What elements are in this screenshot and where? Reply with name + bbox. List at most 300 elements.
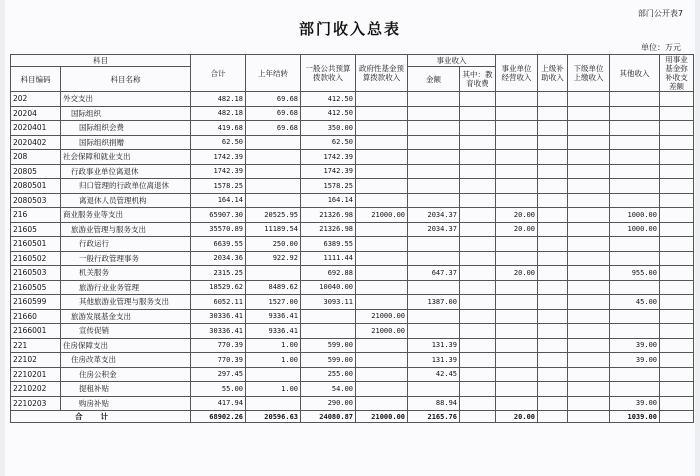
cell-carryover: 1.00 bbox=[246, 382, 301, 397]
cell-code: 22102 bbox=[11, 353, 61, 368]
cell-fund-offset bbox=[660, 106, 694, 121]
cell-carryover bbox=[246, 266, 301, 281]
cell-lower-remit bbox=[568, 324, 610, 339]
cell-general: 1111.44 bbox=[301, 251, 356, 266]
cell-name: 归口管理的行政单位离退休 bbox=[61, 179, 191, 194]
cell-general: 290.00 bbox=[301, 396, 356, 411]
cell-edu-fee bbox=[460, 295, 496, 310]
cell-unit-operating bbox=[496, 280, 538, 295]
cell-unit-operating: 20.00 bbox=[496, 208, 538, 223]
total-label: 合计 bbox=[11, 411, 191, 423]
cell-unit-operating bbox=[496, 338, 538, 353]
cell-carryover bbox=[246, 193, 301, 208]
cell-total: 65907.30 bbox=[191, 208, 246, 223]
header-carryover: 上年结转 bbox=[246, 55, 301, 92]
cell-edu-fee bbox=[460, 135, 496, 150]
cell-gov-fund bbox=[356, 222, 408, 237]
cell-unit-operating bbox=[496, 251, 538, 266]
cell-code: 2166001 bbox=[11, 324, 61, 339]
cell-other: 39.00 bbox=[610, 353, 660, 368]
cell-upper-subsidy bbox=[538, 121, 568, 136]
header-upper-subsidy: 上级补助收入 bbox=[538, 55, 568, 92]
cell-gov-fund bbox=[356, 382, 408, 397]
cell-carryover: 11189.54 bbox=[246, 222, 301, 237]
cell-amount bbox=[408, 193, 460, 208]
cell-edu-fee bbox=[460, 92, 496, 107]
cell-edu-fee bbox=[460, 309, 496, 324]
cell-carryover: 250.00 bbox=[246, 237, 301, 252]
total-gov-fund: 21000.00 bbox=[356, 411, 408, 423]
cell-general: 3093.11 bbox=[301, 295, 356, 310]
cell-upper-subsidy bbox=[538, 324, 568, 339]
cell-fund-offset bbox=[660, 338, 694, 353]
table-row bbox=[11, 309, 694, 324]
total-unit-operating: 20.00 bbox=[496, 411, 538, 423]
cell-gov-fund bbox=[356, 338, 408, 353]
cell-name: 外交支出 bbox=[61, 92, 191, 107]
cell-unit-operating bbox=[496, 106, 538, 121]
cell-total: 419.68 bbox=[191, 121, 246, 136]
cell-other bbox=[610, 324, 660, 339]
cell-edu-fee bbox=[460, 396, 496, 411]
cell-amount: 647.37 bbox=[408, 266, 460, 281]
cell-amount: 88.94 bbox=[408, 396, 460, 411]
cell-other: 1000.00 bbox=[610, 208, 660, 223]
cell-edu-fee bbox=[460, 222, 496, 237]
cell-lower-remit bbox=[568, 150, 610, 165]
cell-code: 21605 bbox=[11, 222, 61, 237]
cell-amount: 2034.37 bbox=[408, 222, 460, 237]
cell-general: 692.88 bbox=[301, 266, 356, 281]
cell-fund-offset bbox=[660, 237, 694, 252]
cell-general: 62.50 bbox=[301, 135, 356, 150]
cell-lower-remit bbox=[568, 266, 610, 281]
header-gov-fund: 政府性基金预算拨款收入 bbox=[356, 55, 408, 92]
cell-name: 旅游发展基金支出 bbox=[61, 309, 191, 324]
cell-total: 1742.39 bbox=[191, 150, 246, 165]
cell-fund-offset bbox=[660, 222, 694, 237]
cell-unit-operating bbox=[496, 367, 538, 382]
cell-carryover bbox=[246, 179, 301, 194]
cell-code: 20805 bbox=[11, 164, 61, 179]
table-row bbox=[11, 382, 694, 397]
cell-code: 2020402 bbox=[11, 135, 61, 150]
page-title: 部门收入总表 bbox=[298, 20, 401, 38]
cell-gov-fund bbox=[356, 353, 408, 368]
total-edu-fee bbox=[460, 411, 496, 423]
table-row bbox=[11, 92, 694, 107]
cell-lower-remit bbox=[568, 208, 610, 223]
cell-fund-offset bbox=[660, 92, 694, 107]
total-general: 24080.87 bbox=[301, 411, 356, 423]
cell-fund-offset bbox=[660, 280, 694, 295]
cell-fund-offset bbox=[660, 266, 694, 281]
cell-other bbox=[610, 309, 660, 324]
cell-edu-fee bbox=[460, 164, 496, 179]
cell-name: 离退休人员管理机构 bbox=[61, 193, 191, 208]
total-row bbox=[11, 411, 694, 423]
cell-code: 216 bbox=[11, 208, 61, 223]
cell-code: 2080501 bbox=[11, 179, 61, 194]
cell-fund-offset bbox=[660, 208, 694, 223]
cell-other: 1000.00 bbox=[610, 222, 660, 237]
total-carryover: 20596.63 bbox=[246, 411, 301, 423]
header-lower-remit: 下级单位上缴收入 bbox=[568, 55, 610, 92]
cell-fund-offset bbox=[660, 324, 694, 339]
cell-other bbox=[610, 193, 660, 208]
cell-gov-fund: 21000.00 bbox=[356, 324, 408, 339]
cell-upper-subsidy bbox=[538, 193, 568, 208]
cell-total: 770.39 bbox=[191, 353, 246, 368]
cell-unit-operating bbox=[496, 92, 538, 107]
cell-gov-fund bbox=[356, 135, 408, 150]
cell-code: 202 bbox=[11, 92, 61, 107]
cell-total: 55.00 bbox=[191, 382, 246, 397]
cell-name: 住房保障支出 bbox=[61, 338, 191, 353]
header-amount: 金额 bbox=[408, 67, 460, 92]
income-table bbox=[10, 54, 694, 423]
cell-fund-offset bbox=[660, 396, 694, 411]
cell-lower-remit bbox=[568, 396, 610, 411]
cell-carryover: 9336.41 bbox=[246, 309, 301, 324]
cell-amount: 131.39 bbox=[408, 353, 460, 368]
cell-general: 1742.39 bbox=[301, 164, 356, 179]
cell-carryover bbox=[246, 150, 301, 165]
header-subject-code: 科目编码 bbox=[11, 67, 61, 92]
cell-total: 770.39 bbox=[191, 338, 246, 353]
cell-total: 164.14 bbox=[191, 193, 246, 208]
cell-lower-remit bbox=[568, 295, 610, 310]
cell-name: 住房改革支出 bbox=[61, 353, 191, 368]
header-subject: 科目 bbox=[11, 55, 191, 67]
cell-upper-subsidy bbox=[538, 237, 568, 252]
cell-total: 6052.11 bbox=[191, 295, 246, 310]
table-row bbox=[11, 338, 694, 353]
cell-other bbox=[610, 150, 660, 165]
cell-name: 国际组织会费 bbox=[61, 121, 191, 136]
cell-gov-fund bbox=[356, 396, 408, 411]
cell-unit-operating bbox=[496, 309, 538, 324]
cell-lower-remit bbox=[568, 280, 610, 295]
cell-fund-offset bbox=[660, 121, 694, 136]
cell-upper-subsidy bbox=[538, 92, 568, 107]
cell-gov-fund bbox=[356, 106, 408, 121]
cell-general: 21326.98 bbox=[301, 222, 356, 237]
table-row bbox=[11, 295, 694, 310]
cell-amount bbox=[408, 179, 460, 194]
cell-general: 6389.55 bbox=[301, 237, 356, 252]
cell-name: 旅游行业业务管理 bbox=[61, 280, 191, 295]
cell-gov-fund bbox=[356, 164, 408, 179]
cell-total: 30336.41 bbox=[191, 324, 246, 339]
cell-code: 20204 bbox=[11, 106, 61, 121]
cell-amount bbox=[408, 164, 460, 179]
cell-lower-remit bbox=[568, 121, 610, 136]
cell-fund-offset bbox=[660, 382, 694, 397]
cell-name: 商业服务业等支出 bbox=[61, 208, 191, 223]
cell-general: 54.00 bbox=[301, 382, 356, 397]
cell-other bbox=[610, 251, 660, 266]
header-subject-name: 科目名称 bbox=[61, 67, 191, 92]
cell-amount bbox=[408, 121, 460, 136]
cell-lower-remit bbox=[568, 92, 610, 107]
cell-unit-operating bbox=[496, 179, 538, 194]
cell-amount: 42.45 bbox=[408, 367, 460, 382]
cell-upper-subsidy bbox=[538, 367, 568, 382]
cell-unit-operating bbox=[496, 353, 538, 368]
cell-fund-offset bbox=[660, 251, 694, 266]
cell-code: 2080503 bbox=[11, 193, 61, 208]
cell-code: 208 bbox=[11, 150, 61, 165]
cell-general: 412.50 bbox=[301, 92, 356, 107]
total-fund-offset bbox=[660, 411, 694, 423]
cell-lower-remit bbox=[568, 237, 610, 252]
cell-upper-subsidy bbox=[538, 208, 568, 223]
cell-general: 599.00 bbox=[301, 353, 356, 368]
cell-code: 2020401 bbox=[11, 121, 61, 136]
table-row bbox=[11, 208, 694, 223]
cell-code: 2160503 bbox=[11, 266, 61, 281]
cell-gov-fund: 21000.00 bbox=[356, 208, 408, 223]
cell-unit-operating: 20.00 bbox=[496, 222, 538, 237]
header-total: 合计 bbox=[191, 55, 246, 92]
cell-carryover: 1.00 bbox=[246, 353, 301, 368]
cell-gov-fund bbox=[356, 266, 408, 281]
cell-edu-fee bbox=[460, 208, 496, 223]
cell-general: 10040.00 bbox=[301, 280, 356, 295]
cell-general bbox=[301, 324, 356, 339]
cell-upper-subsidy bbox=[538, 150, 568, 165]
cell-amount bbox=[408, 382, 460, 397]
cell-general: 21326.98 bbox=[301, 208, 356, 223]
cell-name: 一般行政管理事务 bbox=[61, 251, 191, 266]
cell-name: 国际组织 bbox=[61, 106, 191, 121]
table-row bbox=[11, 353, 694, 368]
cell-carryover: 8489.62 bbox=[246, 280, 301, 295]
cell-other bbox=[610, 382, 660, 397]
cell-amount bbox=[408, 309, 460, 324]
table-row bbox=[11, 324, 694, 339]
cell-upper-subsidy bbox=[538, 106, 568, 121]
cell-other bbox=[610, 280, 660, 295]
cell-unit-operating: 20.00 bbox=[496, 266, 538, 281]
cell-general: 412.50 bbox=[301, 106, 356, 121]
cell-code: 2210201 bbox=[11, 367, 61, 382]
header-general-budget: 一般公共预算拨款收入 bbox=[301, 55, 356, 92]
cell-amount bbox=[408, 251, 460, 266]
cell-code: 2160599 bbox=[11, 295, 61, 310]
cell-amount bbox=[408, 135, 460, 150]
cell-carryover bbox=[246, 396, 301, 411]
cell-upper-subsidy bbox=[538, 338, 568, 353]
cell-total: 6639.55 bbox=[191, 237, 246, 252]
header-business-income: 事业收入 bbox=[408, 55, 496, 67]
cell-edu-fee bbox=[460, 367, 496, 382]
cell-unit-operating bbox=[496, 135, 538, 150]
cell-name: 国际组织捐赠 bbox=[61, 135, 191, 150]
cell-amount bbox=[408, 106, 460, 121]
cell-edu-fee bbox=[460, 280, 496, 295]
cell-code: 2210202 bbox=[11, 382, 61, 397]
cell-upper-subsidy bbox=[538, 382, 568, 397]
cell-edu-fee bbox=[460, 353, 496, 368]
cell-gov-fund bbox=[356, 150, 408, 165]
total-total: 68902.26 bbox=[191, 411, 246, 423]
cell-upper-subsidy bbox=[538, 353, 568, 368]
cell-fund-offset bbox=[660, 179, 694, 194]
unit-label: 单位：万元 bbox=[641, 43, 681, 52]
cell-code: 2160502 bbox=[11, 251, 61, 266]
cell-name: 旅游业管理与服务支出 bbox=[61, 222, 191, 237]
cell-name: 机关服务 bbox=[61, 266, 191, 281]
header-fund-offset: 用事业基金弥补收支差额 bbox=[660, 55, 694, 92]
cell-upper-subsidy bbox=[538, 222, 568, 237]
cell-other bbox=[610, 121, 660, 136]
cell-name: 提租补贴 bbox=[61, 382, 191, 397]
cell-fund-offset bbox=[660, 367, 694, 382]
cell-amount bbox=[408, 92, 460, 107]
cell-total: 297.45 bbox=[191, 367, 246, 382]
cell-fund-offset bbox=[660, 353, 694, 368]
cell-carryover: 69.68 bbox=[246, 106, 301, 121]
cell-upper-subsidy bbox=[538, 396, 568, 411]
table-row bbox=[11, 280, 694, 295]
cell-lower-remit bbox=[568, 179, 610, 194]
cell-carryover: 1.00 bbox=[246, 338, 301, 353]
cell-general: 1742.39 bbox=[301, 150, 356, 165]
cell-edu-fee bbox=[460, 324, 496, 339]
cell-upper-subsidy bbox=[538, 280, 568, 295]
table-row bbox=[11, 179, 694, 194]
cell-name: 社会保障和就业支出 bbox=[61, 150, 191, 165]
cell-other bbox=[610, 106, 660, 121]
cell-edu-fee bbox=[460, 237, 496, 252]
cell-upper-subsidy bbox=[538, 309, 568, 324]
cell-gov-fund bbox=[356, 179, 408, 194]
cell-amount: 131.39 bbox=[408, 338, 460, 353]
cell-amount bbox=[408, 150, 460, 165]
table-row bbox=[11, 164, 694, 179]
cell-other bbox=[610, 367, 660, 382]
cell-amount bbox=[408, 237, 460, 252]
cell-total: 482.18 bbox=[191, 106, 246, 121]
cell-name: 购房补贴 bbox=[61, 396, 191, 411]
cell-edu-fee bbox=[460, 266, 496, 281]
cell-gov-fund bbox=[356, 367, 408, 382]
cell-upper-subsidy bbox=[538, 164, 568, 179]
cell-general: 350.00 bbox=[301, 121, 356, 136]
cell-gov-fund bbox=[356, 92, 408, 107]
cell-lower-remit bbox=[568, 164, 610, 179]
table-row bbox=[11, 135, 694, 150]
table-row bbox=[11, 150, 694, 165]
cell-other: 45.00 bbox=[610, 295, 660, 310]
cell-lower-remit bbox=[568, 338, 610, 353]
cell-code: 2210203 bbox=[11, 396, 61, 411]
cell-edu-fee bbox=[460, 106, 496, 121]
cell-code: 221 bbox=[11, 338, 61, 353]
cell-gov-fund bbox=[356, 121, 408, 136]
cell-name: 行政事业单位离退休 bbox=[61, 164, 191, 179]
table-body bbox=[11, 92, 694, 411]
cell-unit-operating bbox=[496, 324, 538, 339]
cell-name: 宣传促销 bbox=[61, 324, 191, 339]
cell-other: 39.00 bbox=[610, 396, 660, 411]
table-row bbox=[11, 367, 694, 382]
cell-fund-offset bbox=[660, 150, 694, 165]
cell-lower-remit bbox=[568, 382, 610, 397]
cell-total: 417.94 bbox=[191, 396, 246, 411]
cell-code: 2160505 bbox=[11, 280, 61, 295]
cell-name: 其他旅游业管理与服务支出 bbox=[61, 295, 191, 310]
cell-upper-subsidy bbox=[538, 179, 568, 194]
cell-gov-fund bbox=[356, 295, 408, 310]
cell-upper-subsidy bbox=[538, 266, 568, 281]
cell-gov-fund: 21000.00 bbox=[356, 309, 408, 324]
header-unit-operating: 事业单位经营收入 bbox=[496, 55, 538, 92]
cell-carryover: 9336.41 bbox=[246, 324, 301, 339]
report-sheet bbox=[5, 0, 695, 476]
cell-total: 2315.25 bbox=[191, 266, 246, 281]
cell-general: 255.00 bbox=[301, 367, 356, 382]
cell-unit-operating bbox=[496, 193, 538, 208]
cell-gov-fund bbox=[356, 251, 408, 266]
cell-lower-remit bbox=[568, 135, 610, 150]
cell-unit-operating bbox=[496, 396, 538, 411]
cell-general bbox=[301, 309, 356, 324]
cell-fund-offset bbox=[660, 164, 694, 179]
cell-general: 164.14 bbox=[301, 193, 356, 208]
cell-unit-operating bbox=[496, 295, 538, 310]
cell-other bbox=[610, 164, 660, 179]
cell-carryover bbox=[246, 367, 301, 382]
cell-upper-subsidy bbox=[538, 135, 568, 150]
table-row bbox=[11, 121, 694, 136]
cell-other bbox=[610, 179, 660, 194]
report-number: 部门公开表7 bbox=[637, 9, 683, 18]
cell-other bbox=[610, 237, 660, 252]
cell-lower-remit bbox=[568, 222, 610, 237]
total-amount: 2165.76 bbox=[408, 411, 460, 423]
total-upper-subsidy bbox=[538, 411, 568, 423]
cell-carryover bbox=[246, 135, 301, 150]
cell-edu-fee bbox=[460, 338, 496, 353]
cell-lower-remit bbox=[568, 193, 610, 208]
cell-fund-offset bbox=[660, 295, 694, 310]
cell-edu-fee bbox=[460, 193, 496, 208]
cell-lower-remit bbox=[568, 367, 610, 382]
cell-gov-fund bbox=[356, 237, 408, 252]
cell-carryover: 1527.00 bbox=[246, 295, 301, 310]
cell-gov-fund bbox=[356, 193, 408, 208]
cell-upper-subsidy bbox=[538, 251, 568, 266]
cell-total: 30336.41 bbox=[191, 309, 246, 324]
cell-unit-operating bbox=[496, 382, 538, 397]
cell-edu-fee bbox=[460, 179, 496, 194]
cell-edu-fee bbox=[460, 150, 496, 165]
cell-gov-fund bbox=[356, 280, 408, 295]
cell-name: 行政运行 bbox=[61, 237, 191, 252]
cell-other: 39.00 bbox=[610, 338, 660, 353]
cell-unit-operating bbox=[496, 237, 538, 252]
cell-other bbox=[610, 135, 660, 150]
cell-upper-subsidy bbox=[538, 295, 568, 310]
cell-total: 62.50 bbox=[191, 135, 246, 150]
cell-unit-operating bbox=[496, 121, 538, 136]
cell-other bbox=[610, 92, 660, 107]
cell-total: 18529.62 bbox=[191, 280, 246, 295]
cell-unit-operating bbox=[496, 164, 538, 179]
